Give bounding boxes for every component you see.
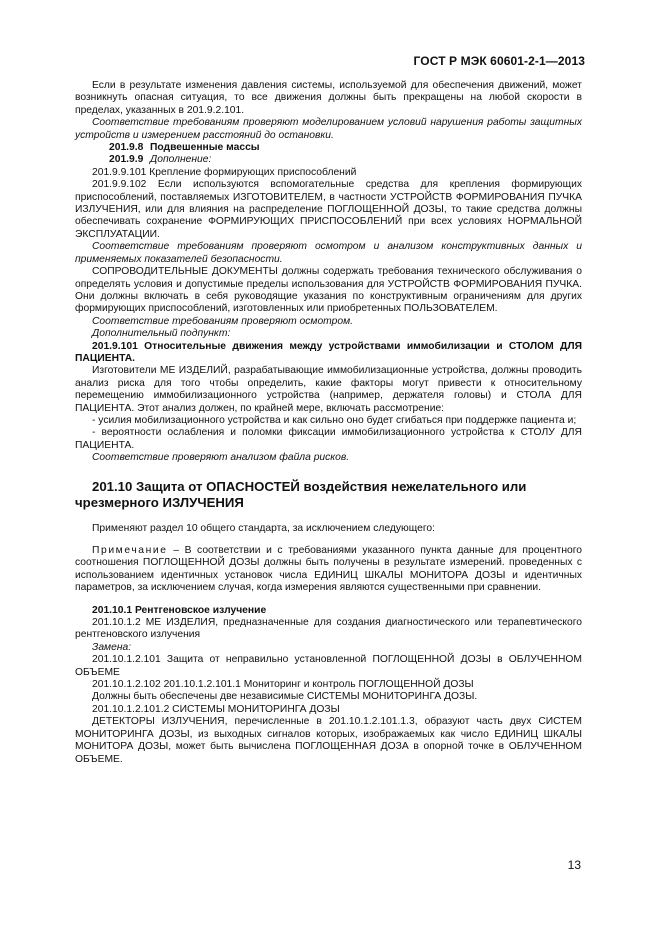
paragraph-compliance-inspection: Соответствие требованиям проверяют осмотром.	[92, 315, 354, 327]
paragraph-manufacturers-risk: Изготовители МЕ ИЗДЕЛИЙ, разрабатывающие иммобилизационные устройства, должны проводить анализ риска для того чтобы определить, какие факторы могут привести к относительному перемещению иммобилизационного устройства (например, держателя головы) и СТОЛА ДЛЯ ПАЦИЕНТА. Этот анализ должен, по крайней мере, включать рассмотрение:	[75, 365, 582, 414]
note-paragraph	[75, 545, 582, 595]
paragraph-201-10-1-2-101-2: 201.10.1.2.101.2 СИСТЕМЫ МОНИТОРИНГА ДОЗЫ	[92, 703, 340, 715]
subsection-number: 201.9.9	[109, 154, 144, 166]
subsection-201-9-101: 201.9.101 Относительные движения между устройствами иммобилизации и СТОЛОМ ДЛЯ ПАЦИЕНТА.	[75, 340, 582, 364]
subsection-201-9-8	[75, 142, 582, 154]
paragraph-pressure-change: Если в результате изменения давления системы, используемой для обеспечения движений, может возникнуть опасная ситуация, то все движения должны быть прекращены на любой скорости в пределах, указанных в 201.9.2.101.	[75, 80, 582, 116]
paragraph-replacement: Замена:	[92, 641, 132, 653]
paragraph-compliance-modeling: Соответствие требованиям проверяют моделированием условий нарушения работы защитных устройств и измерением расстояний до остановки.	[75, 117, 582, 141]
paragraph-accompanying-documents: СОПРОВОДИТЕЛЬНЫЕ ДОКУМЕНТЫ должны содержать требования технического обслуживания о определять условия и допустимые пределы использования для УСТРОЙСТВ ФОРМИРОВАНИЯ ПУЧКА. Они должны включать в себя руководящие указания по конструктивным ограничениям для других формирующих приспособлений, изготовленных или приобретенных ПОЛЬЗОВАТЕЛЕМ.	[75, 266, 582, 315]
paragraph-two-systems: Должны быть обеспечены две независимые СИСТЕМЫ МОНИТОРИНГА ДОЗЫ.	[92, 691, 478, 703]
note-label: Примечание	[92, 545, 168, 556]
paragraph-201-10-1-2: 201.10.1.2 МЕ ИЗДЕЛИЯ, предназначенные для создания диагностического или терапевтического рентгеновского излучения	[75, 617, 582, 641]
subsection-201-10-1: 201.10.1 Рентгеновское излучение	[92, 604, 267, 616]
subsection-title: Подвешенные массы	[150, 142, 260, 154]
document-body	[75, 80, 582, 766]
subsection-number: 201.9.8	[109, 142, 144, 154]
paragraph-additional-subclause: Дополнительный подпункт:	[92, 328, 231, 340]
paragraph-auxiliary-means: 201.9.9.102 Если используются вспомогательные средства для крепления формирующих приспособлений, поставляемых ИЗГОТОВИТЕЛЕМ, в частности УСТРОЙСТВ ФОРМИРОВАНИЯ ПУЧКА ИЗЛУЧЕНИЯ, или для влияния на распределение ПОГЛОЩЕННОЙ ДОЗЫ, то такие средства должны обеспечивать сохранение ФОРМИРУЮЩИХ ПРИСПОСОБЛЕНИЙ при всех условиях НОРМАЛЬНОЙ ЭКСПЛУАТАЦИИ.	[75, 179, 582, 240]
list-item-loosening: - вероятности ослабления и поломки фиксации иммобилизационного устройства к СТОЛУ ДЛЯ ПАЦИЕНТА.	[75, 427, 582, 451]
paragraph-apply-section-10: Применяют раздел 10 общего стандарта, за исключением следующего:	[92, 522, 435, 534]
section-heading-201-10: 201.10 Защита от ОПАСНОСТЕЙ воздействия нежелательного или чрезмерного ИЗЛУЧЕНИЯ	[75, 478, 527, 510]
paragraph-radiation-detectors: ДЕТЕКТОРЫ ИЗЛУЧЕНИЯ, перечисленные в 201.10.1.2.101.1.3, образуют часть двух СИСТЕМ МОНИТОРИНГА ДОЗЫ, из выходных сигналов которых, изображаемых как число ЕДИНИЦ ШКАЛЫ МОНИТОРА ДОЗЫ, может быть вычислена ПОГЛОЩЕННАЯ ДОЗА в опорной точке в ОБЛУЧЕННОМ ОБЪЕМЕ.	[75, 716, 582, 765]
subsection-title: Дополнение:	[150, 154, 212, 166]
page-number: 13	[567, 858, 581, 872]
document-header-id: ГОСТ Р МЭК 60601-2-1—2013	[413, 54, 585, 68]
paragraph-fastening: 201.9.9.101 Крепление формирующих приспособлений	[92, 166, 357, 178]
paragraph-201-10-1-2-102: 201.10.1.2.102 201.10.1.2.101.1 Мониторинг и контроль ПОГЛОЩЕННОЙ ДОЗЫ	[92, 679, 474, 691]
subsection-201-9-9	[75, 154, 582, 166]
paragraph-compliance-inspection-analysis: Соответствие требованиям проверяют осмотром и анализом конструктивных данных и применяемых показателей безопасности.	[75, 241, 582, 265]
note-text: – В соответствии и с требованиями указанного пункта данные для процентного соотношения ПОГЛОЩЕННОЙ ДОЗЫ должны быть получены в результате измерений. проведенных с использованием идентичных установок числа ЕДИНИЦ ШКАЛЫ МОНИТОРА ДОЗЫ и идентичных параметров, за исключением случая, когда измерения являются существенными при сравнении.	[75, 545, 582, 594]
paragraph-compliance-risk-file: Соответствие проверяют анализом файла рисков.	[92, 452, 350, 464]
paragraph-201-10-1-2-101: 201.10.1.2.101 Защита от неправильно установленной ПОГЛОЩЕННОЙ ДОЗЫ в ОБЛУЧЕННОМ ОБЪЕМЕ	[75, 654, 582, 678]
list-item-forces: - усилия мобилизационного устройства и как сильно оно будет сгибаться при поддержке пациента и;	[92, 414, 577, 426]
